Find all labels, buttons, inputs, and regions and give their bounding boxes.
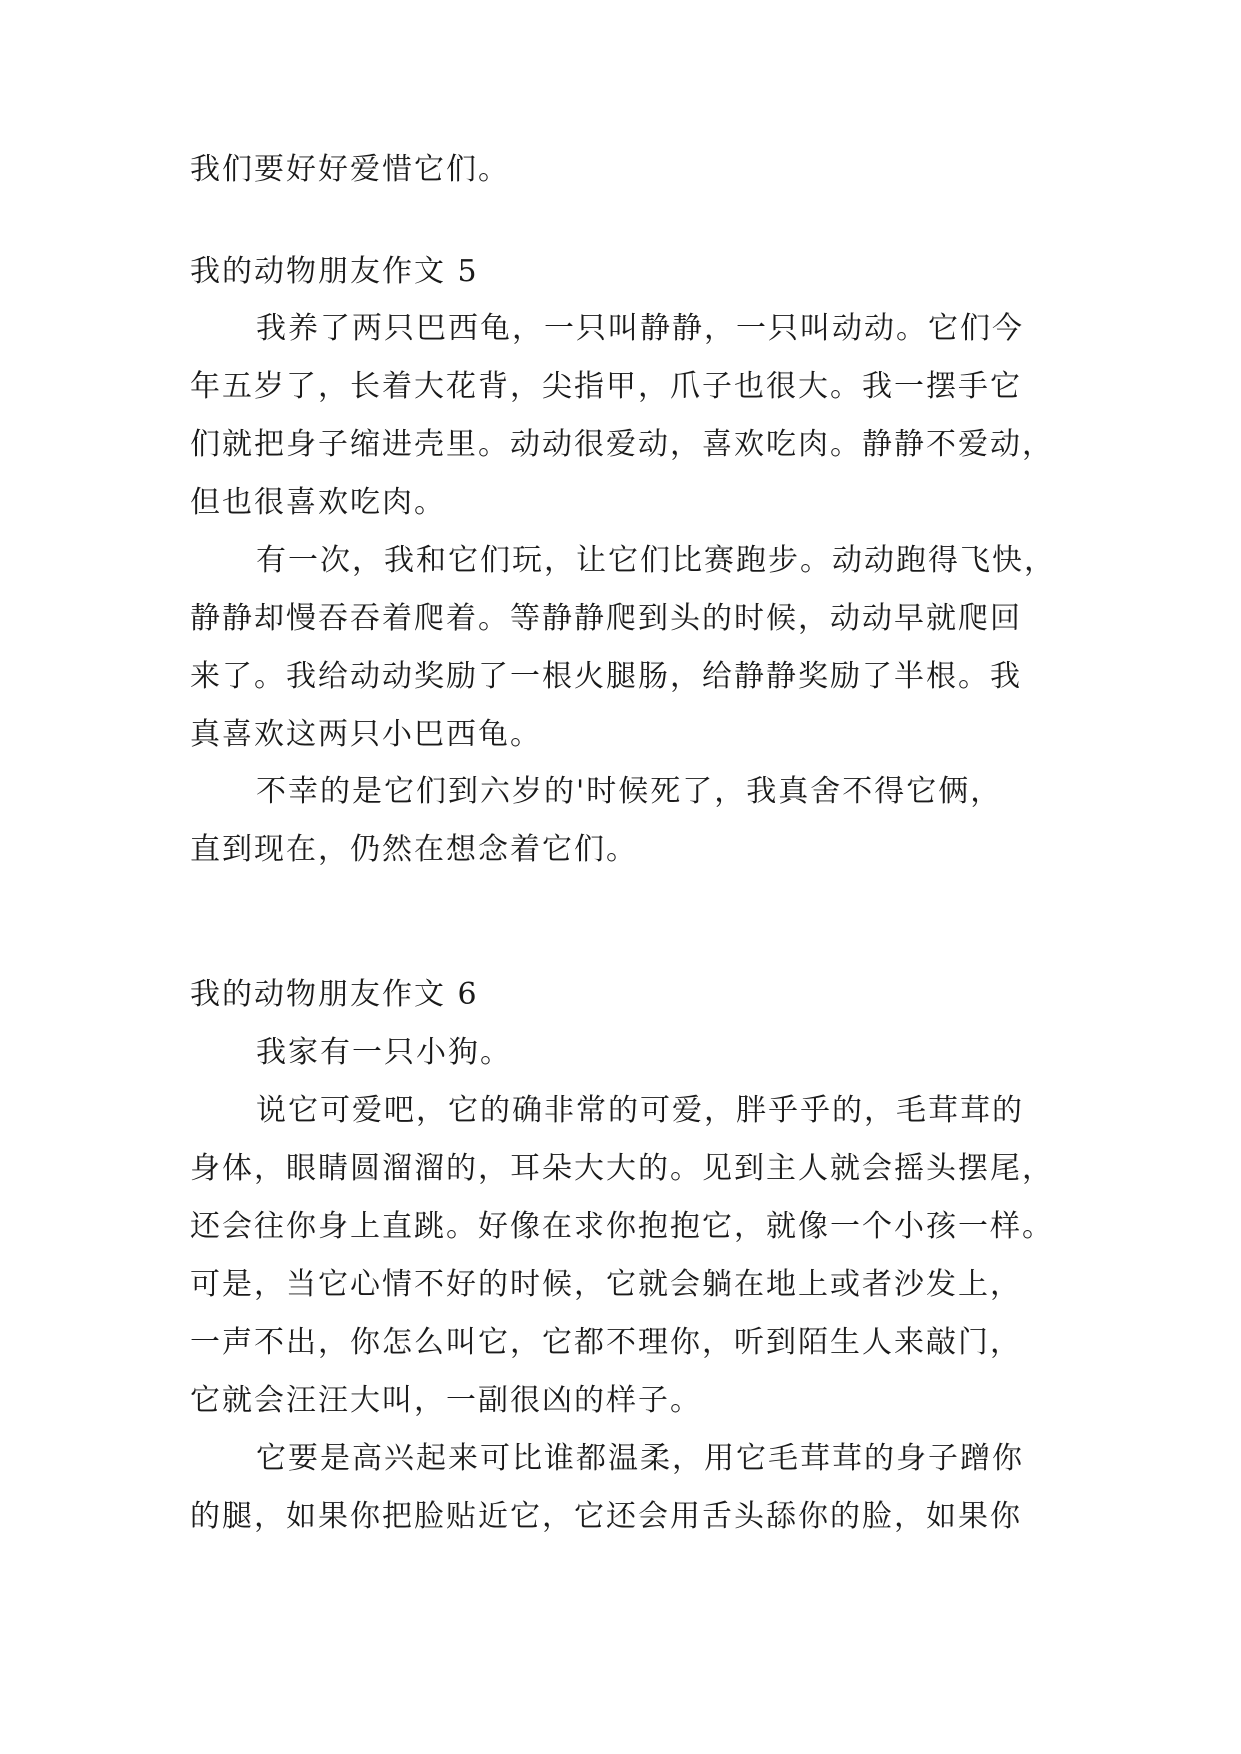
paragraph-line: 我养了两只巴西龟，一只叫静静，一只叫动动。它们今 — [256, 311, 1024, 346]
section-6-paragraph-3 — [190, 1430, 1060, 1546]
intro-block — [190, 141, 1060, 199]
intro-line: 我们要好好爱惜它们。 — [190, 152, 510, 187]
section-5-paragraph-1 — [190, 300, 1060, 532]
paragraph-line: 还会往你身上直跳。好像在求你抱抱它，就像一个小孩一样。 — [190, 1209, 1054, 1244]
paragraph-line: 不幸的是它们到六岁的'时候死了，我真舍不得它俩， — [256, 774, 1003, 809]
paragraph-line: 它就会汪汪大叫，一副很凶的样子。 — [190, 1383, 702, 1418]
section-5-paragraph-3 — [190, 763, 1060, 879]
section-5-heading — [190, 243, 1060, 301]
paragraph-line: 静静却慢吞吞着爬着。等静静爬到头的时候，动动早就爬回 — [190, 601, 1022, 636]
paragraph-line: 说它可爱吧，它的确非常的可爱，胖乎乎的，毛茸茸的 — [256, 1093, 1024, 1128]
paragraph-line: 它要是高兴起来可比谁都温柔，用它毛茸茸的身子蹭你 — [256, 1441, 1024, 1476]
paragraph-line: 有一次，我和它们玩，让它们比赛跑步。动动跑得飞快， — [256, 543, 1056, 578]
section-6-heading — [190, 966, 1060, 1024]
section-5-paragraph-2 — [190, 532, 1060, 764]
paragraph-line: 我家有一只小狗。 — [256, 1035, 512, 1070]
section-6-paragraph-1 — [190, 1024, 1060, 1082]
paragraph-line: 的腿，如果你把脸贴近它，它还会用舌头舔你的脸，如果你 — [190, 1499, 1022, 1534]
paragraph-line: 真喜欢这两只小巴西龟。 — [190, 717, 542, 752]
paragraph-line: 们就把身子缩进壳里。动动很爱动，喜欢吃肉。静静不爱动， — [190, 427, 1054, 462]
paragraph-line: 一声不出，你怎么叫它，它都不理你，听到陌生人来敲门， — [190, 1325, 1022, 1360]
paragraph-line: 来了。我给动动奖励了一根火腿肠，给静静奖励了半根。我 — [190, 659, 1022, 694]
section-6-paragraph-2 — [190, 1082, 1060, 1430]
section-6-title: 我的动物朋友作文 6 — [190, 977, 479, 1012]
paragraph-line: 身体，眼睛圆溜溜的，耳朵大大的。见到主人就会摇头摆尾， — [190, 1151, 1054, 1186]
paragraph-line: 年五岁了，长着大花背，尖指甲，爪子也很大。我一摆手它 — [190, 369, 1022, 404]
paragraph-line: 但也很喜欢吃肉。 — [190, 485, 446, 520]
section-5-title: 我的动物朋友作文 5 — [190, 254, 479, 289]
paragraph-line: 可是，当它心情不好的时候，它就会躺在地上或者沙发上， — [190, 1267, 1022, 1302]
paragraph-line: 直到现在，仍然在想念着它们。 — [190, 832, 638, 867]
